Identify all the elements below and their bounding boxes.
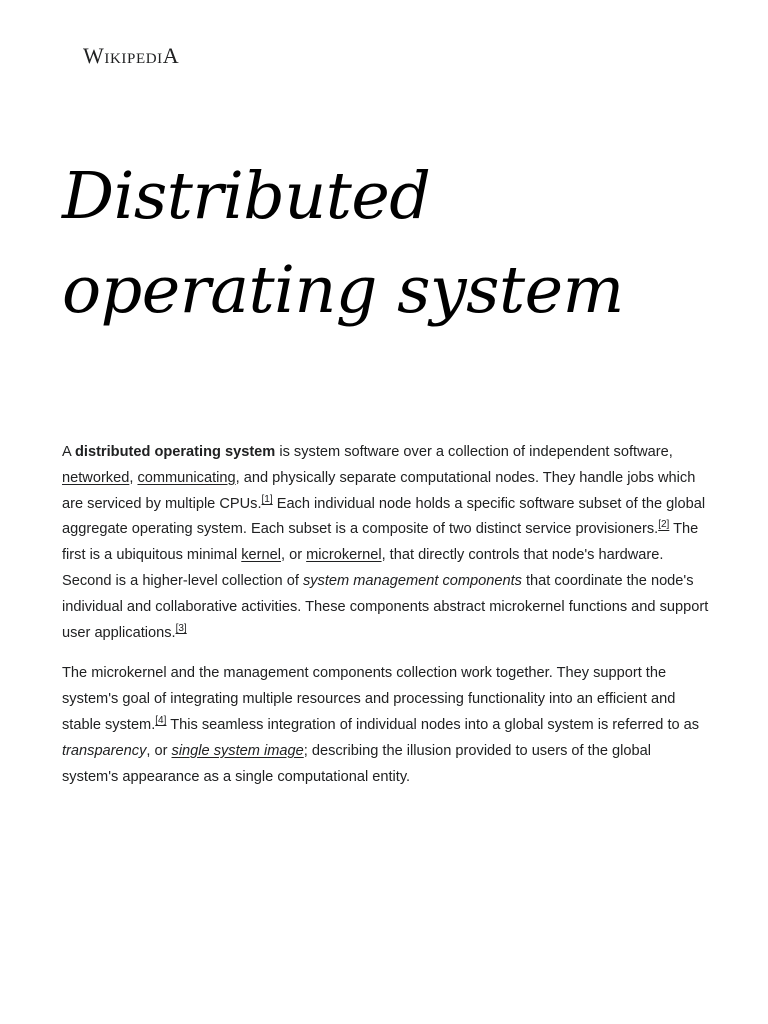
reference-1-link[interactable]: [1] — [261, 493, 273, 505]
text: , and physically separate computational nodes. They handle jobs which are serviced by multiple CPUs. — [62, 469, 696, 512]
logo-letter-w: W — [83, 43, 105, 68]
reference-4[interactable] — [155, 715, 166, 726]
text: This seamless integration of individual nodes into a global system is referred to as — [166, 716, 700, 733]
text: , — [129, 469, 138, 486]
reference-3-link[interactable]: [3] — [175, 622, 187, 634]
reference-3[interactable] — [176, 623, 187, 634]
article-body — [62, 440, 710, 805]
text: The first is a ubiquitous minimal — [62, 521, 699, 564]
text: is system software over a collection of independent software, — [275, 444, 673, 460]
logo-letters-middle: IKIPEDI — [104, 51, 163, 67]
reference-2-link[interactable]: [2] — [658, 519, 670, 531]
reference-4-link[interactable]: [4] — [155, 715, 167, 727]
text: , that directly controls that node's hardware. Second is a higher-level collection of — [62, 547, 664, 589]
text: Each individual node holds a specific software subset of the global aggregate operating system. Each subset is a composite of two distinct service provisioners. — [62, 495, 706, 538]
page-title-line-1: Distributed — [62, 159, 431, 234]
link-kernel[interactable]: kernel — [241, 547, 281, 564]
link-networked[interactable]: networked — [62, 469, 130, 486]
link-microkernel[interactable]: microkernel — [306, 547, 382, 564]
text: A — [62, 444, 75, 460]
italic-term: transparency — [62, 742, 147, 759]
link-communicating[interactable]: communicating — [137, 469, 236, 486]
page-title — [62, 150, 722, 338]
text: The microkernel and the management components collection work together. They support the system's goal of integrating multiple resources and processing functionality into an efficient and stable system. — [62, 665, 676, 733]
reference-2[interactable] — [658, 520, 669, 531]
page-title-line-2: operating system — [62, 253, 624, 328]
reference-1[interactable] — [262, 494, 273, 505]
wikipedia-logo[interactable] — [83, 43, 179, 69]
italic-term: system management components — [302, 572, 522, 589]
text: , or — [146, 742, 172, 759]
bold-term: distributed operating system — [74, 444, 276, 460]
link-single-system-image[interactable]: single system image — [171, 742, 304, 759]
text: , or — [281, 547, 307, 564]
paragraph-1 — [62, 440, 710, 646]
text: that coordinate the node's individual and collaborative activities. These components abstract microkernel functions and support user applications. — [62, 572, 709, 641]
text: ; describing the illusion provided to users of the global system's appearance as a single computational entity. — [62, 742, 651, 785]
paragraph-2 — [62, 661, 710, 790]
logo-letter-a: A — [162, 43, 180, 68]
